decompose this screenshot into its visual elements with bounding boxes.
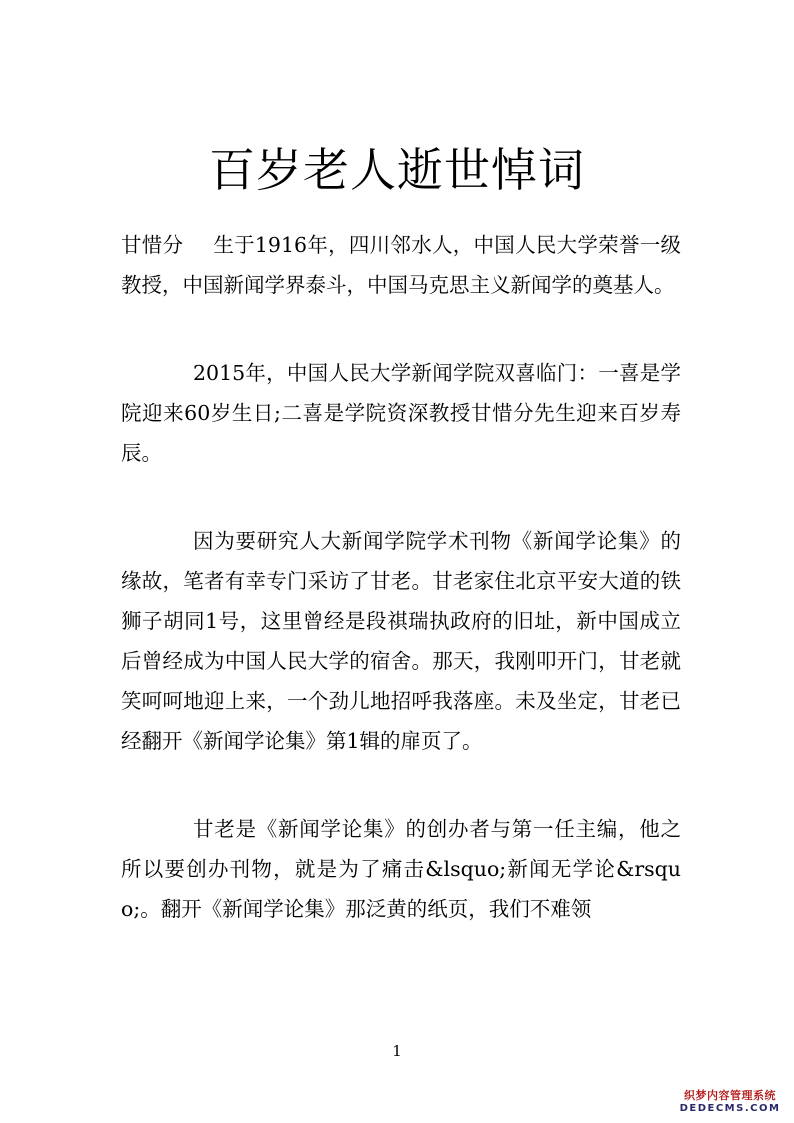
document-body (121, 225, 681, 977)
page-number: 1 (392, 1042, 402, 1060)
document-title: 百岁老人逝世悼词 (209, 143, 585, 197)
paragraph-journal: 甘老是《新闻学论集》的创办者与第一任主编，他之所以要创办刊物，就是为了痛击&lsquo;新闻无学论&rsquo;。翻开《新闻学论集》那泛黄的纸页，我们不难领 (121, 817, 681, 921)
paragraph-anniversary: 2015年，中国人民大学新闻学院双喜临门：一喜是学院迎来60岁生日;二喜是学院资深教授甘惜分先生迎来百岁寿辰。 (121, 361, 681, 465)
paragraph-intro (121, 225, 681, 305)
paragraph-interview: 因为要研究人大新闻学院学术刊物《新闻学论集》的缘故，笔者有幸专门采访了甘老。甘老家住北京平安大道的铁狮子胡同1号，这里曾经是段祺瑞执政府的旧址，新中国成立后曾经成为中国人民大学的宿舍。那天，我刚叩开门，甘老就笑呵呵地迎上来，一个劲儿地招呼我落座。未及坐定，甘老已经翻开《新闻学论集》第1辑的扉页了。 (121, 529, 681, 753)
paragraph-intro-text: 生于1916年，四川邻水人，中国人民大学荣誉一级教授，中国新闻学界泰斗，中国马克思主义新闻学的奠基人。 (121, 233, 682, 297)
watermark-line-1: 织梦内容管理系统 (684, 1089, 776, 1102)
watermark-logo (672, 1089, 788, 1119)
subject-name: 甘惜分 (121, 233, 184, 257)
watermark-line-2: DEDECMS.COM (679, 1103, 781, 1114)
